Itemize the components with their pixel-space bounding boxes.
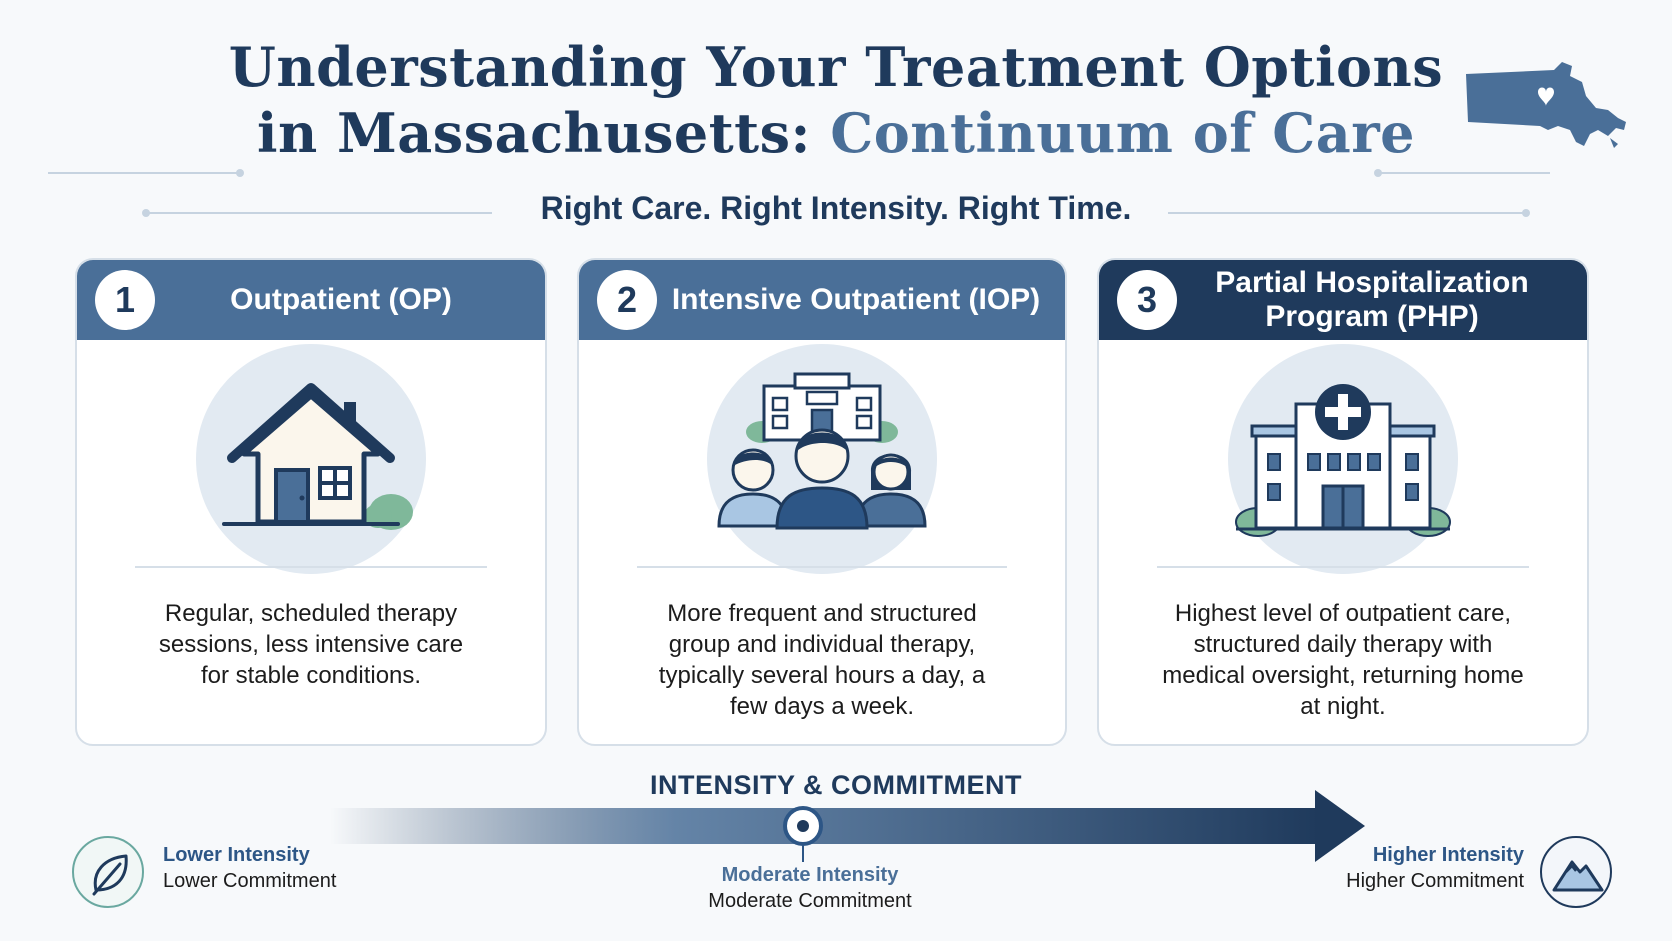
low-intensity-title: Lower Intensity bbox=[163, 844, 310, 866]
subtitle: Right Care. Right Intensity. Right Time. bbox=[540, 190, 1132, 226]
icon-circle bbox=[1228, 344, 1458, 574]
low-commitment-text: Lower Commitment bbox=[163, 870, 337, 892]
card-header bbox=[77, 260, 545, 340]
icon-circle bbox=[196, 344, 426, 574]
card-description: More frequent and structured group and individual therapy, typically several hours a day, a few days a week. bbox=[658, 600, 986, 720]
title-rule-right-dot bbox=[1374, 169, 1382, 177]
card-outpatient bbox=[75, 258, 547, 746]
mountain-icon bbox=[1542, 838, 1614, 910]
card-partial-hospitalization bbox=[1097, 258, 1589, 746]
hospital-icon bbox=[1228, 344, 1458, 574]
card-title: Partial Hospitalization Program (PHP) bbox=[1215, 266, 1529, 333]
icon-circle bbox=[707, 344, 937, 574]
title-line-2-prefix: in Massachusetts: bbox=[256, 101, 831, 165]
high-intensity-badge bbox=[1540, 836, 1612, 908]
page-title bbox=[0, 34, 1672, 166]
house-icon bbox=[196, 344, 426, 574]
card-divider bbox=[135, 566, 487, 568]
card-description: Regular, scheduled therapy sessions, less intensive care for stable conditions. bbox=[158, 600, 464, 689]
moderate-commitment-text: Moderate Commitment bbox=[708, 890, 912, 912]
intensity-arrow bbox=[330, 790, 1370, 870]
massachusetts-map-icon bbox=[1458, 56, 1630, 176]
step-number: 2 bbox=[597, 270, 657, 330]
card-title: Outpatient (OP) bbox=[230, 283, 452, 316]
low-intensity-badge bbox=[72, 836, 144, 908]
card-header bbox=[1099, 260, 1587, 340]
step-number: 3 bbox=[1117, 270, 1177, 330]
leaf-icon bbox=[74, 838, 146, 910]
title-line-2 bbox=[0, 100, 1672, 166]
high-commitment-text: Higher Commitment bbox=[1346, 870, 1524, 892]
intensity-axis-label: INTENSITY & COMMITMENT bbox=[650, 770, 1022, 800]
step-number: 1 bbox=[95, 270, 155, 330]
group-therapy-icon bbox=[707, 344, 937, 574]
low-intensity-label bbox=[163, 842, 336, 894]
card-intensive-outpatient bbox=[577, 258, 1067, 746]
title-line-1: Understanding Your Treatment Options bbox=[228, 35, 1444, 99]
title-highlight: Continuum of Care bbox=[830, 101, 1416, 165]
title-rule-left-dot bbox=[236, 169, 244, 177]
high-intensity-title: Higher Intensity bbox=[1372, 844, 1524, 866]
card-divider bbox=[637, 566, 1007, 568]
title-rule-left bbox=[48, 172, 238, 174]
high-intensity-label bbox=[1284, 842, 1524, 894]
moderate-intensity-title: Moderate Intensity bbox=[721, 864, 899, 886]
card-header bbox=[579, 260, 1065, 340]
moderate-intensity-label bbox=[660, 862, 960, 914]
card-description: Highest level of outpatient care, structured daily therapy with medical oversight, returning home at night. bbox=[1162, 600, 1524, 720]
card-divider bbox=[1157, 566, 1529, 568]
card-title: Intensive Outpatient (IOP) bbox=[671, 283, 1041, 316]
